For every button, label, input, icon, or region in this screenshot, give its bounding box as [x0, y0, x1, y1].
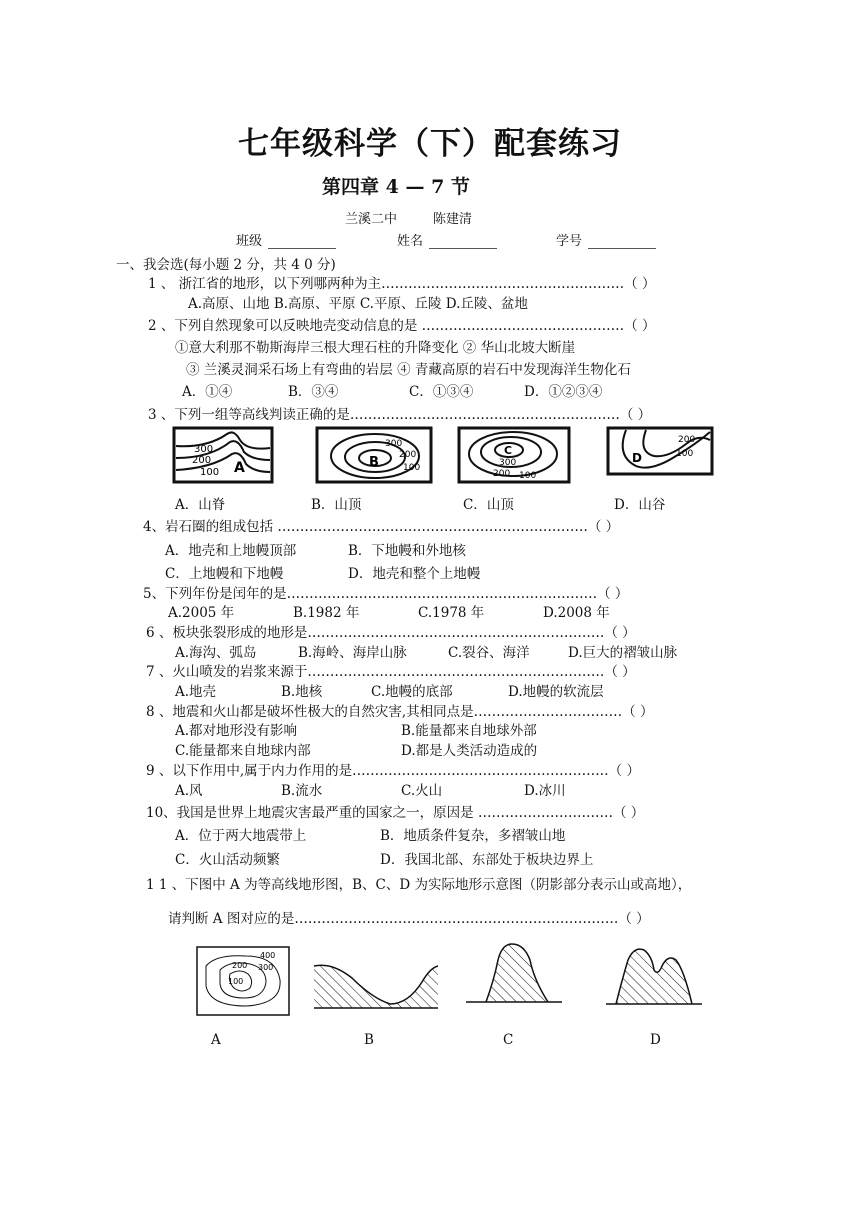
q2-statement-1: ①意大利那不勒斯海岸三根大理石柱的升降变化 ② 华山北坡大断崖 [175, 340, 576, 356]
q4-option-d: D．地壳和整个上地幔 [348, 566, 481, 582]
q6-stem: 6 、板块张裂形成的地形是…………………………………………………………（ ） [146, 625, 636, 641]
q5-option-d: D.2008 年 [543, 605, 610, 621]
q8-option-b: B.能量都来自地球外部 [401, 723, 537, 739]
class-field [236, 230, 342, 249]
q2-option-c: C．①③④ [409, 384, 474, 400]
section-heading: 一、我会选(每小题 2 分，共 4 0 分) [116, 257, 336, 273]
q7-option-c: C.地幔的底部 [371, 684, 453, 700]
q5-option-a: A.2005 年 [168, 605, 235, 621]
q11-map-label-100: 100 [228, 977, 244, 986]
name-label: 姓名 [397, 234, 424, 249]
q11-label-c: C [503, 1032, 514, 1048]
q10-option-d: D．我国北部、东部处于板块边界上 [380, 852, 594, 868]
q11-stem-line2: 请判断 A 图对应的是………………………………………………………………（ ） [168, 911, 650, 927]
q7-option-d: D.地幔的软流层 [508, 684, 604, 700]
class-label: 班级 [236, 234, 263, 249]
q3-d-label-200: 200 [678, 435, 696, 445]
q9-option-d: D.冰川 [524, 783, 566, 799]
q1-options: A.高原、山地 B.高原、平原 C.平原、丘陵 D.丘陵、盆地 [188, 296, 528, 312]
q9-stem: 9 、以下作用中,属于内力作用的是…………………………………………………（ ） [146, 763, 640, 779]
q3-contour-figure-d [606, 426, 714, 476]
q3-option-c: C．山顶 [463, 497, 514, 513]
q8-option-d: D.都是人类活动造成的 [401, 743, 538, 759]
q3-b-point: B [369, 455, 379, 470]
q11-terrain-d [604, 940, 704, 1006]
q5-stem: 5、下列年份是闰年的是……………………………………………………………（ ） [143, 586, 629, 602]
q7-option-b: B.地核 [281, 684, 323, 700]
q3-option-d: D．山谷 [614, 497, 666, 513]
q3-c-label-100: 100 [519, 471, 537, 481]
q2-option-b: B．③④ [288, 384, 339, 400]
q9-option-c: C.火山 [401, 783, 443, 799]
q11-map-label-400: 400 [260, 951, 276, 960]
q5-option-c: C.1978 年 [418, 605, 485, 621]
q4-option-b: B．下地幔和外地核 [348, 543, 466, 559]
id-blank[interactable] [588, 236, 656, 249]
q10-option-a: A．位于两大地震带上 [175, 828, 307, 844]
q8-option-a: A.都对地形没有影响 [175, 723, 298, 739]
q4-option-c: C．上地幔和下地幔 [165, 566, 284, 582]
q4-option-a: A．地壳和上地幔顶部 [165, 543, 297, 559]
q3-b-label-200: 200 [399, 450, 417, 460]
q3-contour-figure-b [315, 426, 433, 484]
page-title: 七年级科学（下）配套练习 [238, 126, 622, 162]
q5-option-b: B.1982 年 [293, 605, 360, 621]
q8-stem: 8 、地震和火山都是破坏性极大的自然灾害,其相同点是……………………………（ ） [146, 704, 654, 720]
q3-option-b: B．山顶 [311, 497, 362, 513]
q11-terrain-b [312, 958, 440, 1014]
q3-a-label-100: 100 [200, 467, 220, 478]
q11-map-label-300: 300 [258, 963, 274, 972]
q3-d-label-100: 100 [676, 449, 694, 459]
q11-contour-map-a [196, 946, 290, 1016]
q3-a-label-200: 200 [192, 455, 212, 466]
q7-option-a: A.地壳 [175, 684, 217, 700]
q6-option-c: C.裂谷、海洋 [448, 645, 530, 661]
q8-option-c: C.能量都来自地球内部 [175, 743, 311, 759]
q3-b-label-300: 300 [385, 439, 403, 449]
q11-map-label-200: 200 [232, 961, 248, 970]
q11-label-d: D [650, 1032, 661, 1048]
q3-b-label-100: 100 [403, 463, 421, 473]
q11-terrain-c [464, 940, 564, 1006]
q3-option-a: A．山脊 [175, 497, 226, 513]
q11-label-b: B [364, 1032, 374, 1048]
q3-d-point: D [632, 451, 642, 465]
q11-stem-line1: 1 1 、下图中 A 为等高线地形图，B、C、D 为实际地形示意图（阴影部分表示山或高地）， [146, 877, 692, 893]
q9-option-a: A.风 [175, 783, 203, 799]
q1-stem: 1 、 浙江省的地形，以下列哪两种为主………………………………………………（ ） [148, 276, 656, 292]
author-name: 陈建清 [433, 212, 473, 227]
q3-c-label-200: 200 [493, 469, 511, 479]
q3-c-point: C [504, 444, 513, 457]
q9-option-b: B.流水 [281, 783, 323, 799]
q2-option-d: D．①②③④ [524, 384, 603, 400]
q4-stem: 4、岩石圈的组成包括 ……………………………………………………………（ ） [143, 519, 620, 535]
school-name: 兰溪二中 [345, 212, 398, 227]
q3-c-label-300: 300 [499, 458, 517, 468]
q7-stem: 7 、火山喷发的岩浆来源于…………………………………………………………（ ） [146, 664, 636, 680]
class-blank[interactable] [268, 236, 336, 249]
q10-stem: 10、我国是世界上地震灾害最严重的国家之一，原因是 …………………………（ ） [146, 805, 645, 821]
q3-contour-figure-a [172, 426, 274, 484]
q2-stem: 2 、下列自然现象可以反映地壳变动信息的是 ………………………………………（ ） [148, 318, 656, 334]
q10-option-c: C．火山活动频繁 [175, 852, 280, 868]
q6-option-b: B.海岭、海岸山脉 [298, 645, 407, 661]
q2-option-a: A．①④ [182, 384, 233, 400]
name-field [397, 230, 503, 249]
chapter-title: 第四章 4 — 7 节 [322, 176, 470, 198]
id-field [556, 230, 662, 249]
q3-contour-figure-c [457, 426, 571, 484]
q3-a-point: A [234, 460, 245, 476]
name-blank[interactable] [429, 236, 497, 249]
q3-a-label-300: 300 [194, 444, 214, 455]
q2-statement-2: ③ 兰溪灵洞采石场上有弯曲的岩层 ④ 青藏高原的岩石中发现海洋生物化石 [186, 362, 631, 378]
q3-stem: 3 、下列一组等高线判读正确的是……………………………………………………（ ） [148, 407, 652, 423]
q6-option-d: D.巨大的褶皱山脉 [568, 645, 678, 661]
q10-option-b: B．地质条件复杂，多褶皱山地 [380, 828, 566, 844]
q11-label-a: A [211, 1032, 221, 1048]
q6-option-a: A.海沟、弧岛 [175, 645, 257, 661]
id-label: 学号 [556, 234, 583, 249]
